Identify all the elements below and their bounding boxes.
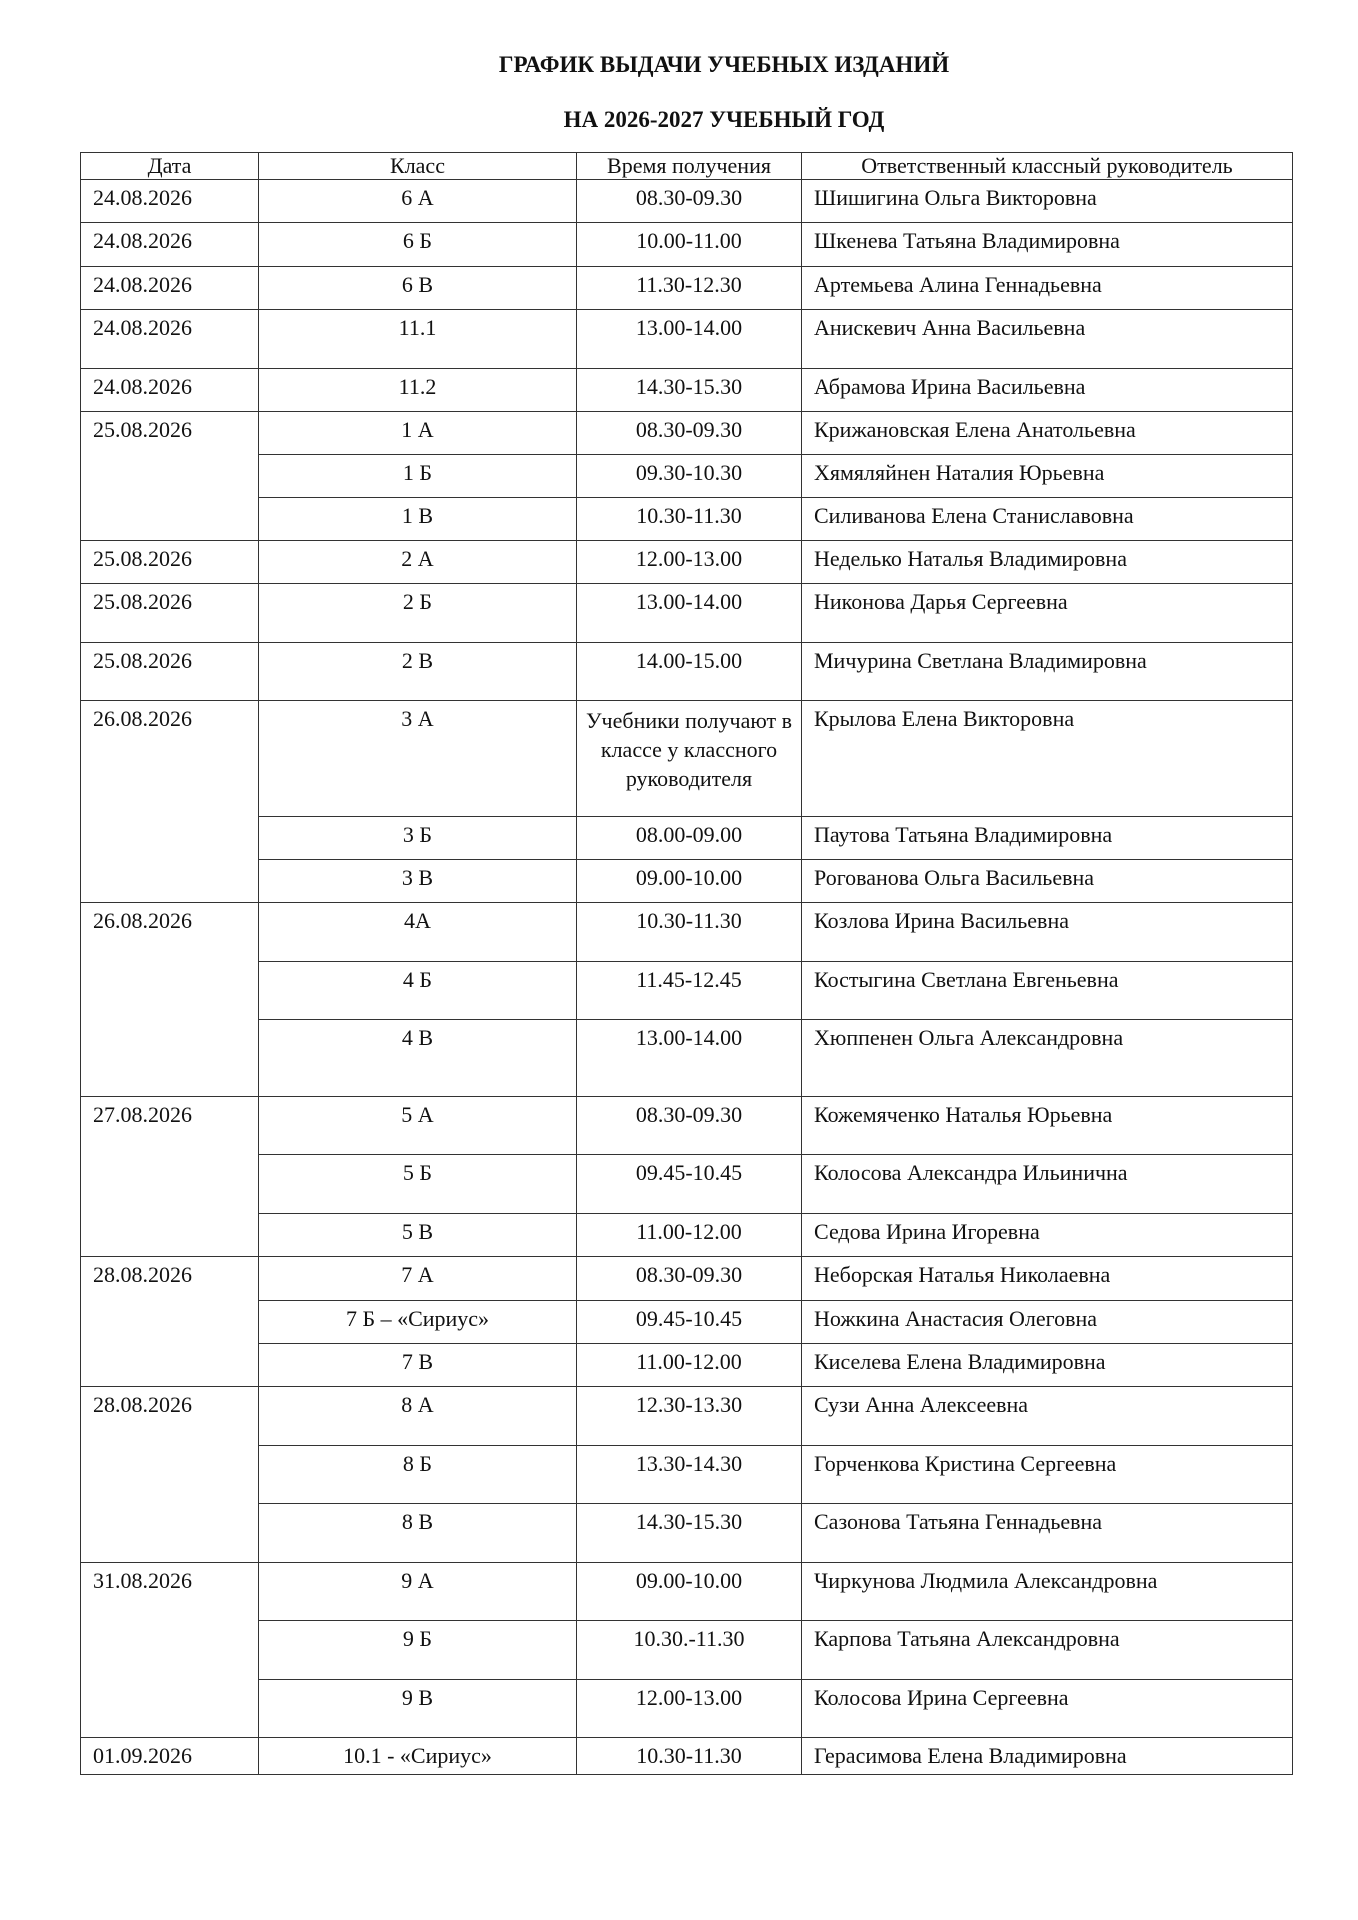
cell-teacher: Седова Ирина Игоревна <box>802 1214 1293 1257</box>
cell-time: 11.00-12.00 <box>577 1214 802 1257</box>
cell-time: 10.00-11.00 <box>577 223 802 267</box>
table-row <box>81 701 1293 817</box>
table-row <box>81 455 1293 498</box>
cell-class: 6 Б <box>259 223 577 267</box>
table-row <box>81 643 1293 701</box>
cell-class: 1 В <box>259 498 577 541</box>
cell-class: 2 В <box>259 643 577 701</box>
cell-class: 5 А <box>259 1097 577 1155</box>
table-row <box>81 1155 1293 1214</box>
cell-time: 09.00-10.00 <box>577 1563 802 1621</box>
cell-teacher: Сузи Анна Алексеевна <box>802 1387 1293 1446</box>
cell-time: 10.30-11.30 <box>577 498 802 541</box>
cell-teacher: Сазонова Татьяна Геннадьевна <box>802 1504 1293 1563</box>
header-time: Время получения <box>577 153 802 180</box>
table-row <box>81 412 1293 455</box>
cell-class: 5 Б <box>259 1155 577 1214</box>
cell-time: 09.45-10.45 <box>577 1301 802 1344</box>
cell-date: 25.08.2026 <box>81 412 259 541</box>
cell-time: 10.30-11.30 <box>577 903 802 962</box>
cell-teacher: Паутова Татьяна Владимировна <box>802 817 1293 860</box>
header-class: Класс <box>259 153 577 180</box>
cell-time: 11.00-12.00 <box>577 1344 802 1387</box>
cell-class: 9 Б <box>259 1621 577 1680</box>
cell-time: 08.30-09.30 <box>577 180 802 223</box>
cell-teacher: Рогованова Ольга Васильевна <box>802 860 1293 903</box>
cell-date: 24.08.2026 <box>81 180 259 223</box>
cell-class: 7 Б – «Сириус» <box>259 1301 577 1344</box>
cell-class: 1 Б <box>259 455 577 498</box>
table-row <box>81 1738 1293 1775</box>
cell-date: 25.08.2026 <box>81 541 259 584</box>
cell-time-note: Учебники получают в классе у классного руководителя <box>585 708 793 791</box>
cell-teacher: Ножкина Анастасия Олеговна <box>802 1301 1293 1344</box>
table-row <box>81 1257 1293 1301</box>
cell-class: 10.1 - «Сириус» <box>259 1738 577 1775</box>
cell-class: 2 А <box>259 541 577 584</box>
cell-time: 08.30-09.30 <box>577 1097 802 1155</box>
cell-class: 4 Б <box>259 962 577 1020</box>
cell-date: 27.08.2026 <box>81 1097 259 1257</box>
cell-time: 13.00-14.00 <box>577 584 802 643</box>
cell-class: 8 Б <box>259 1446 577 1504</box>
cell-class: 11.1 <box>259 310 577 369</box>
cell-teacher: Шкенева Татьяна Владимировна <box>802 223 1293 267</box>
header-teacher: Ответственный классный руководитель <box>802 153 1293 180</box>
table-row <box>81 1344 1293 1387</box>
cell-time: 12.30-13.30 <box>577 1387 802 1446</box>
table-row <box>81 860 1293 903</box>
cell-time: 09.30-10.30 <box>577 455 802 498</box>
cell-teacher: Киселева Елена Владимировна <box>802 1344 1293 1387</box>
cell-time: 12.00-13.00 <box>577 541 802 584</box>
cell-time: 09.00-10.00 <box>577 860 802 903</box>
cell-time: 11.45-12.45 <box>577 962 802 1020</box>
cell-class: 11.2 <box>259 369 577 412</box>
table-row <box>81 1020 1293 1097</box>
cell-teacher: Шишигина Ольга Викторовна <box>802 180 1293 223</box>
cell-date: 31.08.2026 <box>81 1563 259 1738</box>
cell-teacher: Неделько Наталья Владимировна <box>802 541 1293 584</box>
cell-teacher: Мичурина Светлана Владимировна <box>802 643 1293 701</box>
cell-teacher: Неборская Наталья Николаевна <box>802 1257 1293 1301</box>
cell-teacher: Колосова Александра Ильинична <box>802 1155 1293 1214</box>
cell-time: 14.30-15.30 <box>577 1504 802 1563</box>
cell-teacher: Колосова Ирина Сергеевна <box>802 1680 1293 1738</box>
cell-date: 26.08.2026 <box>81 701 259 903</box>
table-row <box>81 223 1293 267</box>
table-row <box>81 1301 1293 1344</box>
cell-teacher: Горченкова Кристина Сергеевна <box>802 1446 1293 1504</box>
cell-class: 4 В <box>259 1020 577 1097</box>
cell-date: 24.08.2026 <box>81 267 259 310</box>
cell-teacher: Кожемяченко Наталья Юрьевна <box>802 1097 1293 1155</box>
cell-class: 4А <box>259 903 577 962</box>
cell-class: 3 В <box>259 860 577 903</box>
cell-teacher: Хюппенен Ольга Александровна <box>802 1020 1293 1097</box>
cell-teacher: Никонова Дарья Сергеевна <box>802 584 1293 643</box>
table-row <box>81 962 1293 1020</box>
cell-teacher: Хямяляйнен Наталия Юрьевна <box>802 455 1293 498</box>
table-row <box>81 903 1293 962</box>
cell-time: 08.30-09.30 <box>577 1257 802 1301</box>
cell-date: 24.08.2026 <box>81 310 259 369</box>
cell-date: 25.08.2026 <box>81 584 259 643</box>
cell-time: 11.30-12.30 <box>577 267 802 310</box>
cell-teacher: Крылова Елена Викторовна <box>802 701 1293 817</box>
table-row <box>81 1680 1293 1738</box>
table-row <box>81 1214 1293 1257</box>
cell-teacher: Козлова Ирина Васильевна <box>802 903 1293 962</box>
cell-date: 28.08.2026 <box>81 1257 259 1387</box>
header-date: Дата <box>81 153 259 180</box>
cell-class: 9 В <box>259 1680 577 1738</box>
table-row <box>81 817 1293 860</box>
table-row <box>81 498 1293 541</box>
cell-class: 7 А <box>259 1257 577 1301</box>
cell-class: 8 В <box>259 1504 577 1563</box>
cell-time <box>577 701 802 817</box>
table-row <box>81 541 1293 584</box>
table-row <box>81 267 1293 310</box>
table-header-row <box>81 153 1293 180</box>
cell-time: 13.00-14.00 <box>577 310 802 369</box>
cell-teacher: Костыгина Светлана Евгеньевна <box>802 962 1293 1020</box>
cell-teacher: Анискевич Анна Васильевна <box>802 310 1293 369</box>
cell-time: 08.30-09.30 <box>577 412 802 455</box>
cell-teacher: Чиркунова Людмила Александровна <box>802 1563 1293 1621</box>
cell-teacher: Крижановская Елена Анатольевна <box>802 412 1293 455</box>
cell-class: 7 В <box>259 1344 577 1387</box>
table-row <box>81 1446 1293 1504</box>
cell-class: 1 А <box>259 412 577 455</box>
cell-date: 26.08.2026 <box>81 903 259 1097</box>
cell-time: 12.00-13.00 <box>577 1680 802 1738</box>
table-row <box>81 1504 1293 1563</box>
cell-teacher: Силиванова Елена Станиславовна <box>802 498 1293 541</box>
cell-teacher: Карпова Татьяна Александровна <box>802 1621 1293 1680</box>
cell-time: 13.00-14.00 <box>577 1020 802 1097</box>
cell-teacher: Абрамова Ирина Васильевна <box>802 369 1293 412</box>
cell-time: 13.30-14.30 <box>577 1446 802 1504</box>
cell-class: 9 А <box>259 1563 577 1621</box>
cell-date: 24.08.2026 <box>81 369 259 412</box>
cell-time: 14.00-15.00 <box>577 643 802 701</box>
table-row <box>81 1097 1293 1155</box>
cell-time: 14.30-15.30 <box>577 369 802 412</box>
cell-date: 25.08.2026 <box>81 643 259 701</box>
cell-class: 3 А <box>259 701 577 817</box>
cell-date: 24.08.2026 <box>81 223 259 267</box>
table-row <box>81 1563 1293 1621</box>
cell-time: 09.45-10.45 <box>577 1155 802 1214</box>
cell-class: 2 Б <box>259 584 577 643</box>
table-row <box>81 1621 1293 1680</box>
document-subtitle: НА 2026-2027 УЧЕБНЫЙ ГОД <box>563 107 885 132</box>
cell-time: 10.30.-11.30 <box>577 1621 802 1680</box>
table-row <box>81 584 1293 643</box>
cell-class: 5 В <box>259 1214 577 1257</box>
cell-date: 28.08.2026 <box>81 1387 259 1563</box>
cell-class: 8 А <box>259 1387 577 1446</box>
cell-time: 10.30-11.30 <box>577 1738 802 1775</box>
table-row <box>81 1387 1293 1446</box>
table-row <box>81 310 1293 369</box>
table-row <box>81 369 1293 412</box>
cell-teacher: Герасимова Елена Владимировна <box>802 1738 1293 1775</box>
schedule-table <box>80 152 1293 1775</box>
cell-date: 01.09.2026 <box>81 1738 259 1775</box>
cell-class: 6 В <box>259 267 577 310</box>
cell-teacher: Артемьева Алина Геннадьевна <box>802 267 1293 310</box>
document-title: ГРАФИК ВЫДАЧИ УЧЕБНЫХ ИЗДАНИЙ <box>498 52 950 77</box>
cell-class: 6 А <box>259 180 577 223</box>
table-row <box>81 180 1293 223</box>
cell-time: 08.00-09.00 <box>577 817 802 860</box>
cell-class: 3 Б <box>259 817 577 860</box>
